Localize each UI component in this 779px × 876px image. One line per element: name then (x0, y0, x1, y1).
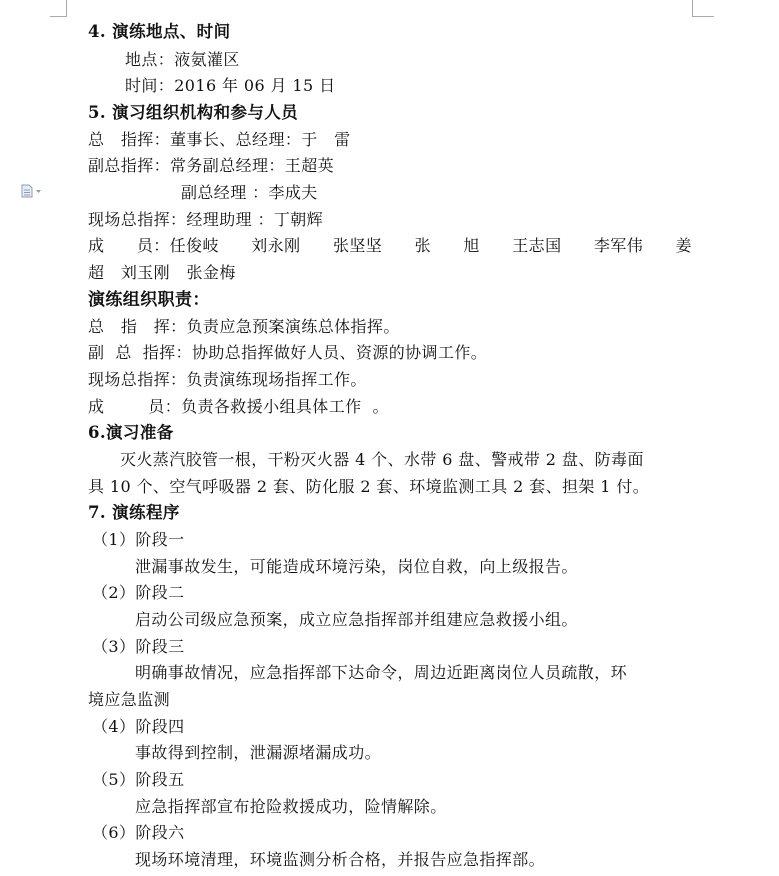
stage-label: （4）阶段四 (92, 717, 185, 736)
stage-description-continued: 境应急监测 (88, 690, 171, 709)
stage-description: 事故得到控制，泄漏源堵漏成功。 (135, 743, 382, 762)
members-line-2: 超 刘玉刚 张金梅 (88, 263, 236, 282)
preparation-line-2: 具 10 个、空气呼吸器 2 套、防化服 2 套、环境监测工具 2 套、担架 1 付。 (88, 477, 650, 496)
members-token: 李军伟 (593, 236, 644, 255)
deputy-commander-line-1: 副总指挥：常务副总经理：王超英 (88, 156, 335, 175)
members-token: 成 (88, 236, 105, 255)
members-token: 张 (414, 236, 431, 255)
members-token: 姜 (675, 236, 692, 255)
stage-label: （6）阶段六 (92, 823, 185, 842)
crop-mark-right-vertical (692, 0, 693, 16)
section-7-heading: 7. 演练程序 (88, 503, 180, 522)
paragraph-options-icon[interactable] (20, 183, 44, 197)
section-6-heading: 6.演习准备 (88, 423, 174, 442)
onsite-commander-line: 现场总指挥：经理助理 ：丁朝辉 (88, 210, 324, 229)
members-line-1 (88, 236, 692, 256)
duty-item: 副 总 指挥：协助总指挥做好人员、资源的协调工作。 (88, 343, 488, 362)
duties-heading: 演练组织职责： (88, 290, 210, 310)
stage-description: 应急指挥部宣布抢险救援成功，险情解除。 (135, 797, 447, 816)
stage-label: （5）阶段五 (92, 770, 185, 789)
crop-mark-right-horizontal (692, 16, 714, 17)
stage-label: （2）阶段二 (92, 583, 185, 602)
stage-description: 启动公司级应急预案，成立应急指挥部并组建应急救援小组。 (135, 610, 578, 629)
stage-description: 现场环境清理，环境监测分析合格，并报告应急指挥部。 (135, 850, 546, 869)
members-token: 旭 (463, 236, 480, 255)
drill-location: 地点：液氨灌区 (125, 50, 240, 69)
crop-mark-left-horizontal (50, 16, 67, 17)
duty-item: 成 员：负责各救援小组具体工作 。 (88, 397, 389, 416)
members-token: 员：任俊岐 (136, 236, 219, 255)
preparation-line-1: 灭火蒸汽胶管一根，干粉灭火器 4 个、水带 6 盘、警戒带 2 盘、防毒面 (120, 450, 644, 469)
commander-line: 总 指挥：董事长、总经理：于 雷 (88, 130, 351, 149)
crop-mark-left-vertical (66, 0, 67, 16)
duty-item: 总 指 挥：负责应急预案演练总体指挥。 (88, 317, 400, 336)
stage-label: （1）阶段一 (92, 530, 185, 549)
members-token: 王志国 (512, 236, 562, 255)
stage-label: （3）阶段三 (92, 637, 185, 656)
members-token: 张坚坚 (332, 236, 383, 255)
duty-item: 现场总指挥：负责演练现场指挥工作。 (88, 370, 367, 389)
section-4-heading: 4. 演练地点、时间 (88, 22, 231, 41)
section-5-heading: 5. 演习组织机构和参与人员 (88, 103, 299, 122)
drill-time: 时间：2016 年 06 月 15 日 (125, 76, 336, 95)
deputy-commander-line-2: 副总经理 ：李成夫 (181, 183, 318, 202)
stage-description: 明确事故情况，应急指挥部下达命令，周边近距离岗位人员疏散，环 (135, 663, 628, 682)
members-token: 刘永刚 (251, 236, 301, 255)
stage-description: 泄漏事故发生，可能造成环境污染，岗位自救，向上级报告。 (135, 557, 578, 576)
